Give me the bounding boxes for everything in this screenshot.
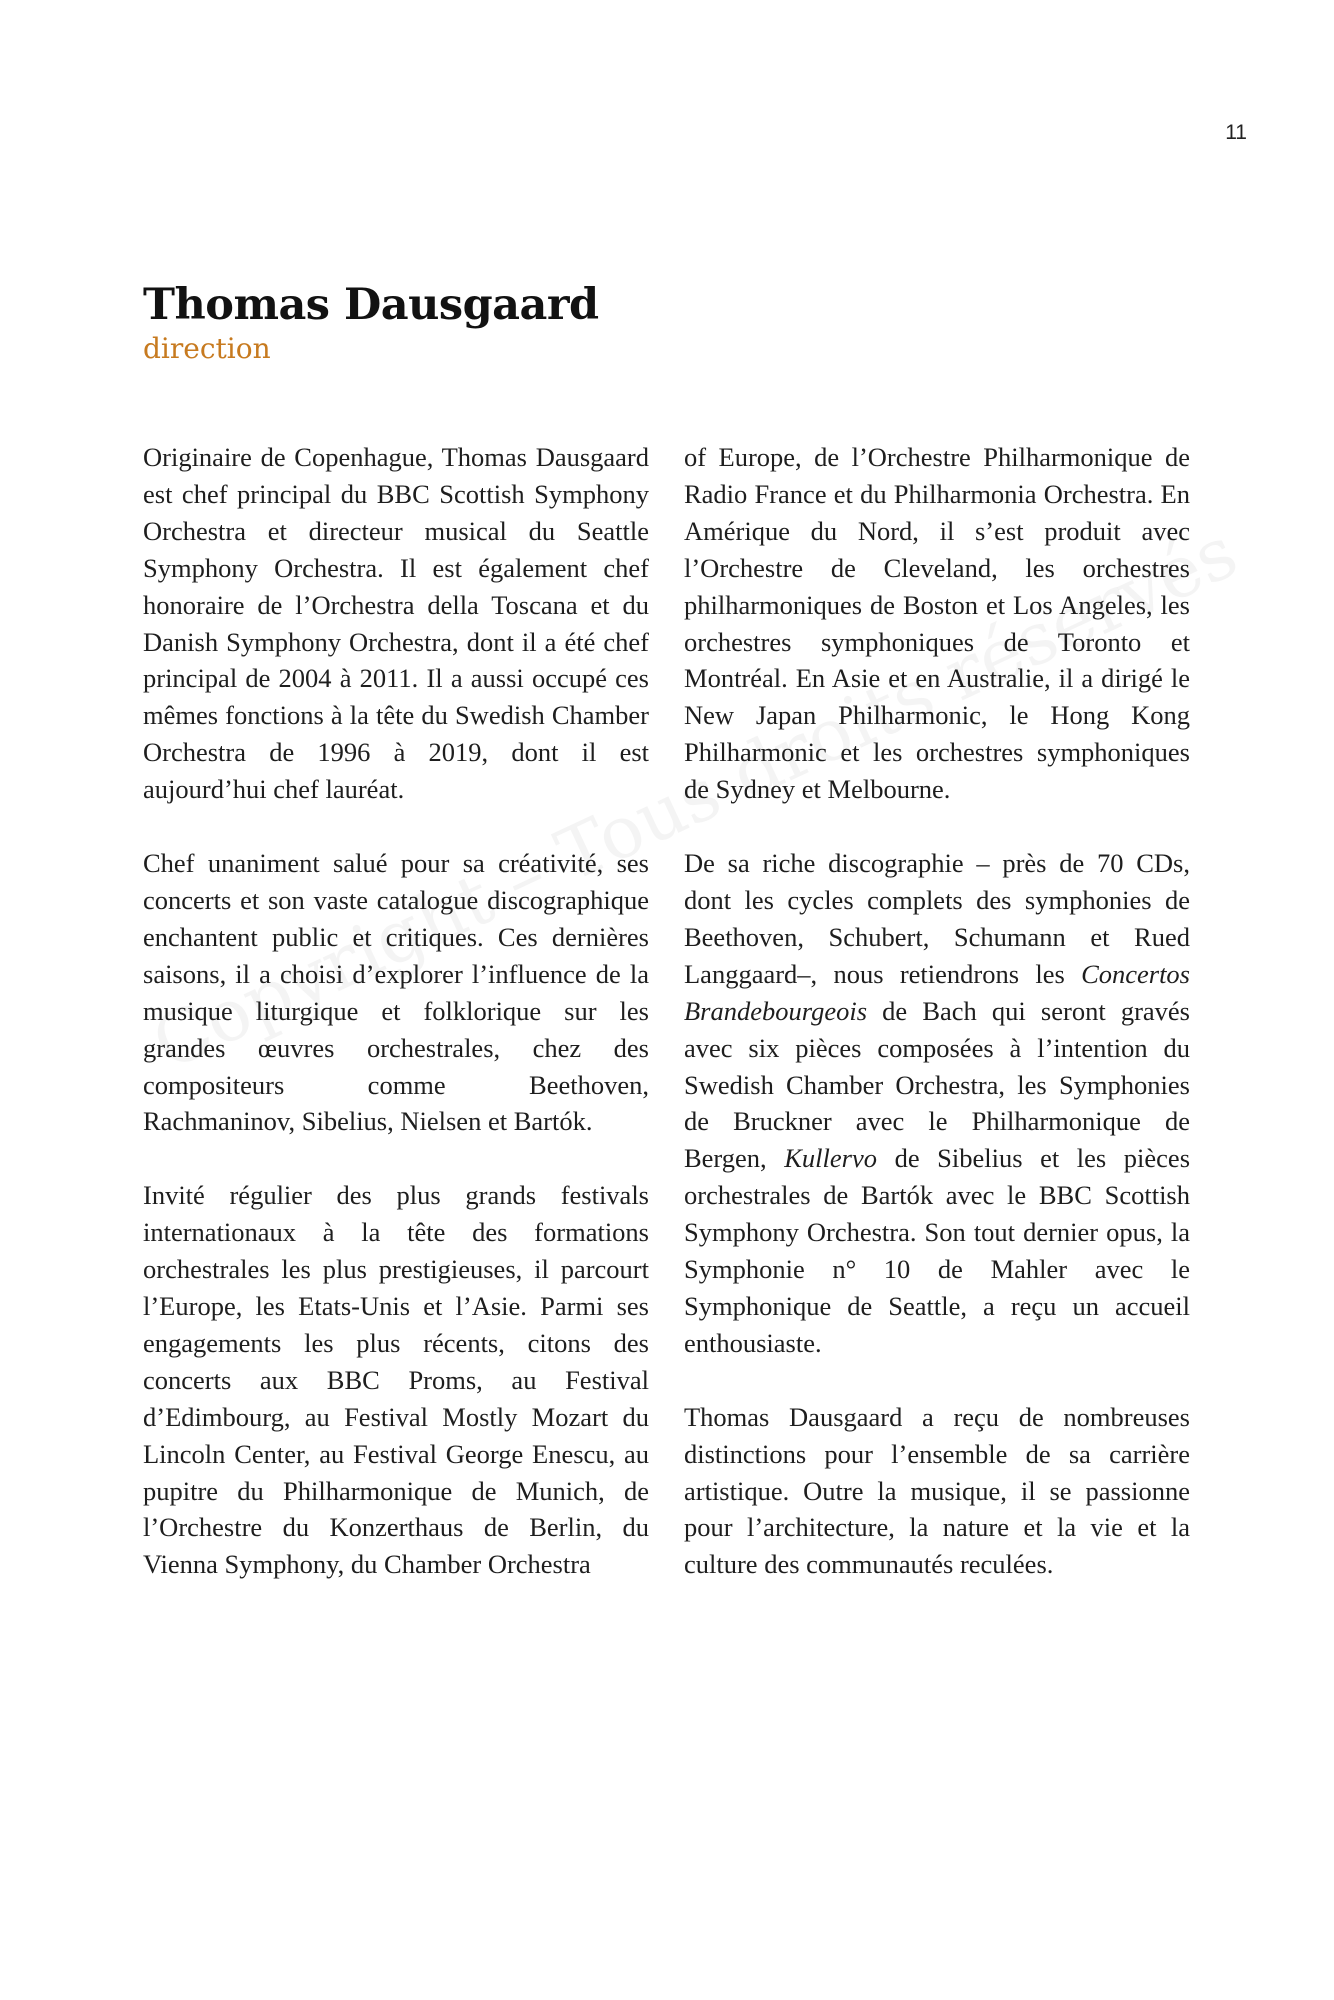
biography-body xyxy=(143,439,1190,1620)
artist-role: direction xyxy=(143,332,271,365)
work-title: Kullervo xyxy=(784,1143,877,1174)
artist-name: Thomas Dausgaard xyxy=(143,280,599,330)
bio-paragraph: Originaire de Copenhague, Thomas Dausgaard est chef principal du BBC Scottish Symphony Orchestra et directeur musical du Seattle Symphony Orchestra. Il est également chef honoraire de l’Orchestra della Toscana et du Danish Symphony Orchestra, dont il a été chef principal de 2004 à 2011. Il a aussi occupé ces mêmes fonctions à la tête du Swedish Chamber Orchestra de 1996 à 2019, dont il est aujourd’hui chef lauréat. xyxy=(143,442,649,805)
bio-paragraph: Thomas Dausgaard a reçu de nombreuses distinctions pour l’ensemble de sa carrière artistique. Outre la musique, il se passionne pour l’architecture, la nature et la vie et la culture des communautés reculées. xyxy=(684,1401,1190,1580)
text-run: de Bach qui seront gravés avec six pièces composées à l’intention du Swedish Chamber Orchestra, les Symphonies de Bruckner avec le Philharmonique de Bergen, xyxy=(684,995,1190,1174)
bio-header xyxy=(143,278,599,366)
left-column xyxy=(143,439,649,1620)
bio-paragraph: Chef unaniment salué pour sa créativité, ses concerts et son vaste catalogue discographique enchantent public et critiques. Ces dernières saisons, il a choisi d’explorer l’influence de la musique liturgique et folklorique sur les grandes œuvres orchestrales, chez des compositeurs comme Beethoven, Rachmaninov, Sibelius, Nielsen et Bartók. xyxy=(143,848,649,1137)
text-run: De sa riche discographie – près de 70 CDs, dont les cycles complets des symphonies de Beethoven, Schubert, Schumann et Rued Langgaard–, nous retiendrons les xyxy=(684,848,1190,989)
text-run: de Sibelius et les pièces orchestrales de Bartók avec le BBC Scottish Symphony Orchestra. Son tout dernier opus, la Symphonie n° 10 de Mahler avec le Symphonique de Seattle, a reçu un accueil enthousiaste. xyxy=(684,1143,1191,1358)
bio-paragraph: of Europe, de l’Orchestre Philharmonique de Radio France et du Philharmonia Orchestra. En Amérique du Nord, il s’est produit avec l’Orchestre de Cleveland, les orchestres philharmoniques de Boston et Los Angeles, les orchestres symphoniques de Toronto et Montréal. En Asie et en Australie, il a dirigé le New Japan Philharmonic, le Hong Kong Philharmonic et les orchestres symphoniques de Sydney et Melbourne. xyxy=(684,442,1190,805)
bio-paragraph: Invité régulier des plus grands festivals internationaux à la tête des formations orchestrales les plus prestigieuses, il parcourt l’Europe, les Etats-Unis et l’Asie. Parmi ses engagements les plus récents, citons des concerts aux BBC Proms, au Festival d’Edimbourg, au Festival Mostly Mozart du Lincoln Center, au Festival George Enescu, au pupitre du Philharmonique de Munich, de l’Orchestre du Konzerthaus de Berlin, du Vienna Symphony, du Chamber Orchestra xyxy=(143,1180,649,1580)
work-title: Concertos Brandebourgeois xyxy=(684,958,1190,1026)
right-column xyxy=(684,439,1190,1620)
page-number: 11 xyxy=(1225,121,1247,144)
bio-paragraph-discography xyxy=(684,845,1190,1362)
